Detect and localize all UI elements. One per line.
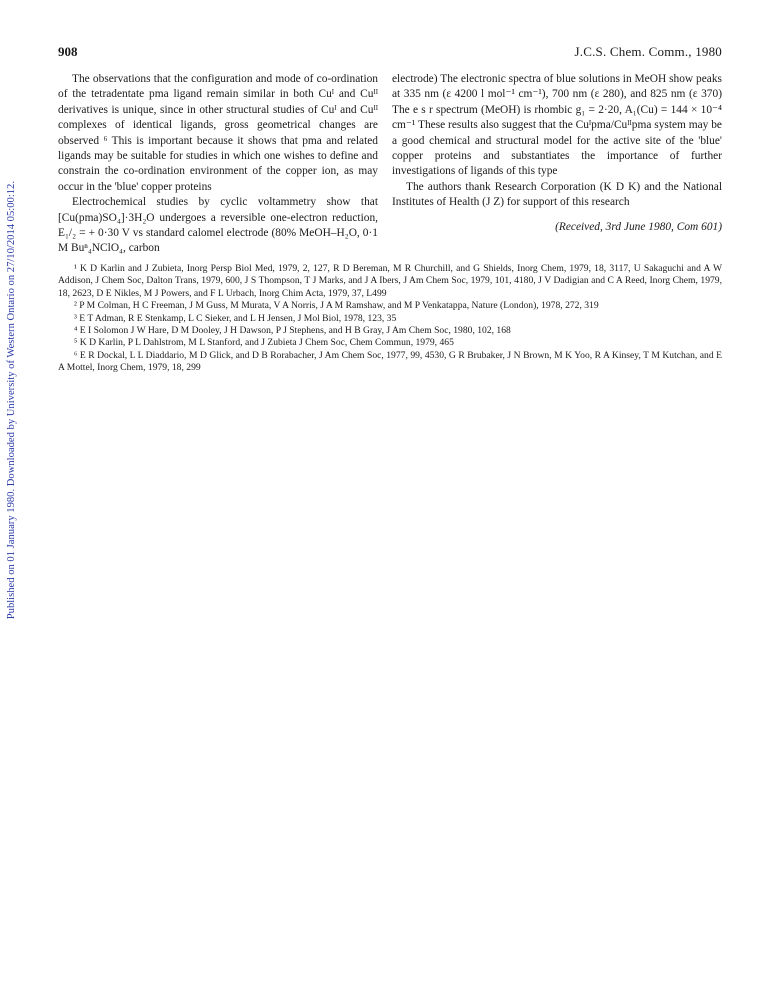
reference-1: ¹ K D Karlin and J Zubieta, Inorg Persp Biol Med, 1979, 2, 127, R D Bereman, M R Churchill, and G Shields, Inorg Chem, 1979, 18, 3117, U Sakaguchi and A W Addison, J Chem Soc, Dalton Trans, 1979, 600, J S Thompson, T J Marks, and J A Ibers, J Am Chem Soc, 1979, 101, 4180, J V Dadigian and C A Reed, Inorg Chem, 1979, 18, 2623, D E Nikles, M J Powers, and F L Urbach, Inorg Chim Acta, 1979, 37, L499 [58,263,722,299]
journal-running-head: J.C.S. Chem. Comm., 1980 [574,44,722,59]
download-notice: Published on 01 January 1980. Downloaded by University of Western Ontario on 27/10/2014 05:00:12. [5,180,17,620]
publication-watermark [4,160,18,640]
reference-4: ⁴ E I Solomon J W Hare, D M Dooley, J H Dawson, P J Stephens, and H B Gray, J Am Chem Soc, 1980, 102, 168 [74,325,511,337]
reference-2: ² P M Colman, H C Freeman, J M Guss, M Murata, V A Norris, J A M Ramshaw, and M P Venkatappa, Nature (London), 1978, 272, 319 [74,300,599,312]
body-paragraph-3: electrode) The electronic spectra of blue solutions in MeOH show peaks at 335 nm (ε 4200 l mol⁻¹ cm⁻¹), 700 nm (ε 280), and 825 nm (ε 370) The e s r spectrum (MeOH) is rhombic g₁ = 2·20, A₁(Cu) = 144 × 10⁻⁴ cm⁻¹ These results also suggest that the Cuᴵpma/Cuᴵᴵpma system may be a good chemical and structural model for the active site of the 'blue' copper proteins and substantiates the importance of further investigations of ligands of this type [392,73,722,178]
body-paragraph-1: The observations that the configuration and mode of co-ordination of the tetradentate pma ligand remain similar in both Cuᴵ and Cuᴵᴵ derivatives is unique, since in other structural studies of Cuᴵ and Cuᴵᴵ complexes of identical ligands, gross geometrical changes are observed ⁶ This is important because it shows that pma and related ligands may be suitable for studies in which one wishes to define and constrain the co-ordination environment of the copper ion, as may occur in the 'blue' copper proteins [58,73,378,193]
left-column [58,72,378,257]
received-date: (Received, 3rd June 1980, Com 601) [555,220,722,233]
acknowledgement-paragraph: The authors thank Research Corporation (K D K) and the National Institutes of Health (J Z) for support of this research [392,180,722,209]
reference-3: ³ E T Adman, R E Stenkamp, L C Sieker, and L H Jensen, J Mol Biol, 1978, 123, 35 [74,312,397,324]
right-column [392,72,722,235]
reference-5: ⁵ K D Karlin, P L Dahlstrom, M L Stanford, and J Zubieta J Chem Soc, Chem Commun, 1979, 465 [74,337,454,349]
references-list [58,263,722,375]
reference-6: ⁶ E R Dockal, L L Diaddario, M D Glick, and D B Rorabacher, J Am Chem Soc, 1977, 99, 4530, G R Brubaker, J N Brown, M K Yoo, R A Kinsey, T M Kutchan, and E A Mottel, Inorg Chem, 1979, 18, 299 [58,349,722,374]
body-paragraph-2: Electrochemical studies by cyclic voltammetry show that [Cu(pma)SO₄]·3H₂O undergoes a reversible one-electron reduction, E₁/₂ = + 0·30 V vs standard calomel electrode (80% MeOH–H₂O, 0·1 M Buⁿ₄NClO₄, carbon [58,196,378,255]
page-number: 908 [58,44,78,59]
